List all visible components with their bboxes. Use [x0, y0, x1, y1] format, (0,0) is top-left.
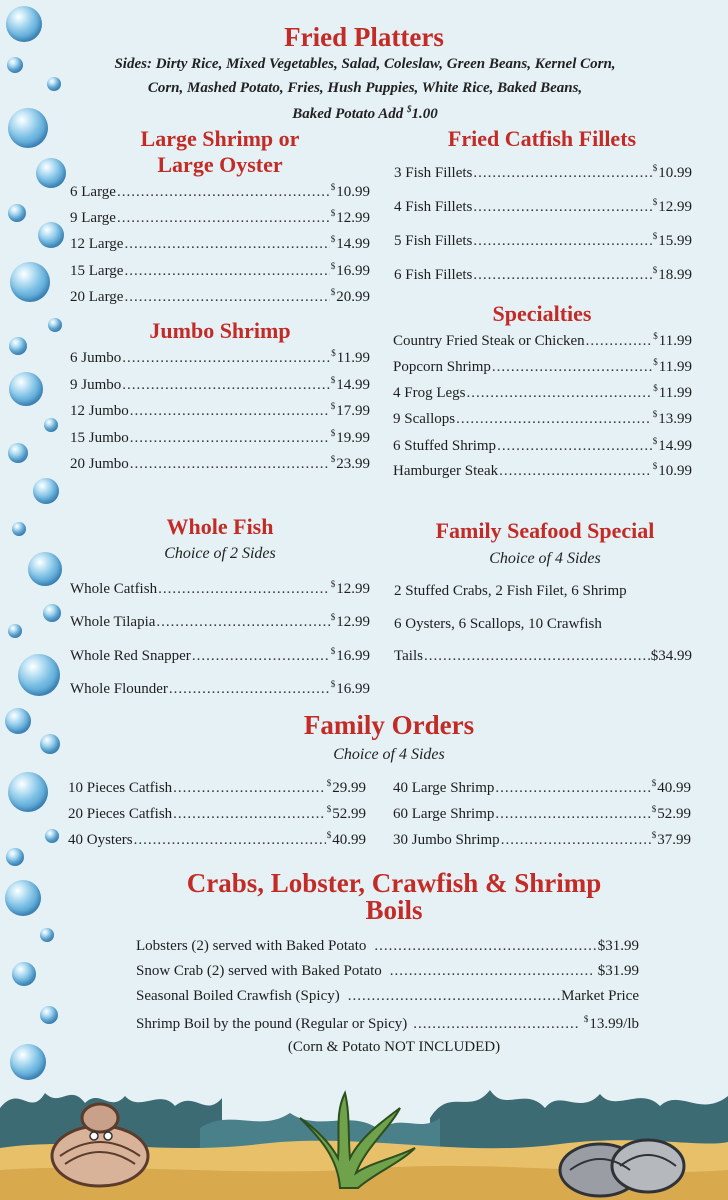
item-price — [331, 261, 370, 280]
currency-symbol: $ — [652, 461, 658, 471]
price-value: 52.99 — [332, 806, 366, 822]
leader-dots — [122, 377, 329, 394]
item-name: 6 Fish Fillets — [394, 267, 473, 283]
item-name: 9 Jumbo — [70, 377, 122, 393]
currency-symbol: $ — [330, 679, 336, 689]
leader-dots — [192, 648, 330, 665]
currency-symbol: $ — [653, 331, 658, 341]
bubble-icon — [8, 204, 26, 222]
leader-dots — [374, 938, 596, 955]
item-name: 60 Large Shrimp — [393, 806, 495, 822]
boils-title-line2: Boils — [365, 895, 423, 925]
currency-symbol: $ — [652, 436, 658, 446]
price-value: 20.99 — [336, 289, 370, 305]
bubble-icon — [40, 1006, 58, 1024]
item-price — [653, 265, 692, 284]
item-name: 3 Fish Fillets — [394, 165, 473, 181]
bubble-icon — [33, 478, 59, 504]
menu-item — [393, 331, 692, 350]
bubble-icon — [8, 443, 28, 463]
currency-symbol: $ — [330, 612, 336, 622]
item-price — [331, 182, 370, 201]
item-price — [331, 375, 370, 394]
item-price: $34.99 — [650, 648, 692, 664]
price-value: 10.99 — [658, 463, 692, 479]
menu-item — [70, 182, 370, 201]
menu-item — [70, 454, 370, 473]
price-value: 37.99 — [657, 832, 691, 848]
leader-dots — [173, 806, 326, 823]
item-price — [653, 357, 692, 376]
baked-potato-dollar: $ — [407, 104, 412, 114]
item-name: 20 Large — [70, 289, 124, 305]
bubble-icon — [18, 654, 60, 696]
item-name: 15 Jumbo — [70, 430, 129, 446]
price-value: 16.99 — [336, 648, 370, 664]
leader-dots — [390, 963, 592, 980]
menu-item — [70, 646, 370, 665]
item-price — [584, 1014, 639, 1033]
leader-dots — [124, 289, 329, 306]
bubble-icon — [36, 158, 66, 188]
leader-dots — [413, 1016, 579, 1033]
leader-dots — [130, 403, 330, 420]
bubble-icon — [38, 222, 64, 248]
whole-fish-subtitle: Choice of 2 Sides — [164, 545, 276, 562]
menu-item — [393, 383, 692, 402]
currency-symbol: $ — [330, 454, 336, 464]
item-price — [331, 679, 370, 698]
leader-dots — [169, 681, 330, 698]
item-price — [653, 197, 692, 216]
price-value: 12.99 — [336, 210, 370, 226]
leader-dots — [158, 581, 330, 598]
family-orders-title: Family Orders — [303, 710, 475, 740]
catfish-fillets-title: Fried Catfish Fillets — [447, 126, 637, 151]
bubble-icon — [7, 57, 23, 73]
leader-dots — [473, 165, 651, 182]
menu-item — [70, 428, 370, 447]
item-name: Hamburger Steak — [393, 463, 499, 479]
menu-item — [70, 348, 370, 367]
item-price — [653, 436, 692, 455]
bubble-icon — [9, 372, 43, 406]
baked-potato-addon — [40, 104, 690, 123]
item-price — [331, 234, 370, 253]
item-name: 5 Fish Fillets — [394, 233, 473, 249]
price-value: 13.99/lb — [589, 1016, 639, 1032]
item-price — [331, 287, 370, 306]
currency-symbol: $ — [583, 1014, 589, 1024]
currency-symbol: $ — [652, 231, 658, 241]
bubble-icon — [12, 962, 36, 986]
price-value: 17.99 — [336, 403, 370, 419]
menu-item — [394, 648, 692, 665]
price-value: 11.99 — [658, 333, 692, 349]
leader-dots — [473, 199, 651, 216]
menu-item — [393, 778, 691, 797]
item-name: Whole Catfish — [70, 581, 158, 597]
menu-item — [68, 830, 366, 849]
item-name: 20 Jumbo — [70, 456, 129, 472]
leader-dots — [492, 359, 652, 376]
item-name: Lobsters (2) served with Baked Potato — [136, 938, 367, 954]
item-price — [331, 348, 370, 367]
bubble-icon — [45, 829, 59, 843]
item-name: 9 Scallops — [393, 411, 456, 427]
fried-platters-sides-line2: Corn, Mashed Potato, Fries, Hush Puppies, White Rice, Baked Beans, — [147, 80, 583, 96]
bubble-icon — [43, 604, 61, 622]
currency-symbol: $ — [330, 375, 336, 385]
leader-dots — [173, 780, 326, 797]
item-price: $31.99 — [597, 938, 639, 954]
leader-dots — [473, 267, 651, 284]
item-name: 30 Jumbo Shrimp — [393, 832, 500, 848]
item-price — [331, 208, 370, 227]
baked-potato-price: 1.00 — [411, 106, 438, 122]
bubble-icon — [9, 337, 27, 355]
currency-symbol: $ — [653, 357, 658, 367]
leader-dots — [130, 456, 330, 473]
menu-item — [136, 938, 639, 955]
price-value: 12.99 — [336, 614, 370, 630]
leader-dots — [156, 614, 329, 631]
item-price — [327, 830, 366, 849]
menu-item — [393, 804, 691, 823]
currency-symbol: $ — [652, 265, 658, 275]
specialties-title: Specialties — [492, 301, 592, 326]
menu-item — [70, 579, 370, 598]
leader-dots — [586, 333, 653, 350]
menu-item — [393, 436, 692, 455]
item-price — [652, 778, 691, 797]
item-price — [331, 646, 370, 665]
fried-platters-title: Fried Platters — [284, 22, 444, 52]
menu-item — [70, 234, 370, 253]
currency-symbol: $ — [652, 163, 658, 173]
menu-item — [70, 375, 370, 394]
currency-symbol: $ — [651, 804, 657, 814]
bubble-icon — [12, 522, 26, 536]
price-value: 13.99 — [658, 411, 692, 427]
item-name: 4 Fish Fillets — [394, 199, 473, 215]
leader-dots — [499, 463, 652, 480]
family-special-line2: 6 Oysters, 6 Scallops, 10 Crawfish — [394, 616, 602, 632]
menu-item — [70, 287, 370, 306]
item-price — [653, 331, 692, 350]
currency-symbol: $ — [652, 197, 658, 207]
large-shrimp-title-line1: Large Shrimp or — [140, 126, 300, 151]
item-price — [652, 830, 691, 849]
whole-fish-title: Whole Fish — [166, 514, 274, 539]
menu-item — [70, 208, 370, 227]
leader-dots — [495, 780, 650, 797]
currency-symbol: $ — [330, 234, 336, 244]
menu-item — [68, 804, 366, 823]
item-name: 9 Large — [70, 210, 116, 226]
item-price — [653, 383, 692, 402]
currency-symbol: $ — [330, 287, 336, 297]
item-name: 12 Large — [70, 236, 124, 252]
item-price — [653, 231, 692, 250]
menu-item — [70, 401, 370, 420]
item-price — [331, 428, 370, 447]
leader-dots — [456, 411, 652, 428]
family-special-line1: 2 Stuffed Crabs, 2 Fish Filet, 6 Shrimp — [394, 583, 627, 599]
item-name: Whole Red Snapper — [70, 648, 191, 664]
currency-symbol: $ — [326, 804, 332, 814]
currency-symbol: $ — [651, 778, 657, 788]
leader-dots — [117, 210, 330, 227]
bubble-icon — [48, 318, 62, 332]
item-price — [331, 612, 370, 631]
price-value: 10.99 — [658, 165, 692, 181]
leader-dots — [501, 832, 651, 849]
leader-dots — [130, 430, 330, 447]
price-value: 14.99 — [336, 377, 370, 393]
price-value: 19.99 — [336, 430, 370, 446]
item-name: 6 Large — [70, 184, 116, 200]
item-name: Whole Tilapia — [70, 614, 156, 630]
leader-dots — [473, 233, 651, 250]
price-value: 12.99 — [658, 199, 692, 215]
boils-title-line1: Crabs, Lobster, Crawfish & Shrimp — [186, 868, 602, 898]
price-value: 14.99 — [336, 236, 370, 252]
currency-symbol: $ — [326, 778, 332, 788]
bubble-icon — [8, 772, 48, 812]
currency-symbol: $ — [331, 348, 336, 358]
menu-item — [393, 409, 692, 428]
price-value: 23.99 — [336, 456, 370, 472]
item-price — [653, 163, 692, 182]
price-value: 11.99 — [658, 359, 692, 375]
item-name: 10 Pieces Catfish — [68, 780, 173, 796]
menu-item — [70, 612, 370, 631]
item-price: Market Price — [561, 988, 639, 1004]
item-price — [331, 401, 370, 420]
price-value: 15.99 — [658, 233, 692, 249]
currency-symbol: $ — [330, 208, 336, 218]
item-name: Snow Crab (2) served with Baked Potato — [136, 963, 382, 979]
currency-symbol: $ — [330, 261, 336, 271]
price-value: 11.99 — [336, 350, 370, 366]
bubble-icon — [6, 848, 24, 866]
item-name: 20 Pieces Catfish — [68, 806, 173, 822]
price-value: 40.99 — [332, 832, 366, 848]
item-name: 6 Jumbo — [70, 350, 122, 366]
leader-dots — [124, 263, 329, 280]
price-value: 11.99 — [658, 385, 692, 401]
currency-symbol: $ — [652, 409, 658, 419]
price-value: 12.99 — [336, 581, 370, 597]
leader-dots — [122, 350, 330, 367]
price-value: 10.99 — [336, 184, 370, 200]
menu-item — [136, 963, 639, 980]
price-value: 18.99 — [658, 267, 692, 283]
item-name: Whole Flounder — [70, 681, 168, 697]
price-value: 14.99 — [658, 438, 692, 454]
menu-item — [70, 261, 370, 280]
item-name: Country Fried Steak or Chicken — [393, 333, 585, 349]
bubble-icon — [28, 552, 62, 586]
menu-item — [136, 1014, 639, 1033]
price-value: 40.99 — [657, 780, 691, 796]
bubble-icon — [44, 418, 58, 432]
baked-potato-label: Baked Potato Add — [292, 106, 408, 122]
item-name: 4 Frog Legs — [393, 385, 466, 401]
leader-dots — [348, 988, 560, 1005]
currency-symbol: $ — [651, 830, 657, 840]
item-name: 6 Stuffed Shrimp — [393, 438, 497, 454]
currency-symbol: $ — [653, 383, 658, 393]
leader-dots — [117, 184, 330, 201]
item-price — [653, 461, 692, 480]
menu-item — [394, 163, 692, 182]
item-price — [327, 804, 366, 823]
currency-symbol: $ — [330, 182, 336, 192]
currency-symbol: $ — [330, 401, 336, 411]
item-name: 40 Oysters — [68, 832, 133, 848]
currency-symbol: $ — [330, 428, 336, 438]
menu-item — [394, 265, 692, 284]
menu-item — [393, 461, 692, 480]
leader-dots — [424, 648, 650, 665]
item-name: Seasonal Boiled Crawfish (Spicy) — [136, 988, 340, 1004]
leader-dots — [495, 806, 650, 823]
menu-item — [393, 830, 691, 849]
currency-symbol: $ — [330, 646, 336, 656]
oyster-shell-icon — [560, 1140, 684, 1196]
leader-dots — [467, 385, 653, 402]
item-name: 40 Large Shrimp — [393, 780, 495, 796]
price-value: 16.99 — [336, 681, 370, 697]
item-price: $31.99 — [597, 963, 639, 979]
jumbo-shrimp-title: Jumbo Shrimp — [149, 318, 291, 343]
menu-item — [393, 357, 692, 376]
item-name: Shrimp Boil by the pound (Regular or Spicy) — [136, 1016, 408, 1032]
currency-symbol: $ — [326, 830, 332, 840]
menu-item — [394, 197, 692, 216]
leader-dots — [124, 236, 329, 253]
currency-symbol: $ — [330, 579, 336, 589]
item-price — [652, 804, 691, 823]
menu-item — [136, 988, 639, 1005]
menu-item — [70, 679, 370, 698]
leader-dots — [134, 832, 326, 849]
item-price — [327, 778, 366, 797]
item-price — [653, 409, 692, 428]
item-price — [331, 454, 370, 473]
item-name: Tails — [394, 648, 423, 664]
family-orders-subtitle: Choice of 4 Sides — [333, 746, 445, 763]
item-name: 12 Jumbo — [70, 403, 129, 419]
price-value: 52.99 — [657, 806, 691, 822]
item-name: Popcorn Shrimp — [393, 359, 491, 375]
menu-item — [394, 231, 692, 250]
seabed-illustration — [0, 1078, 728, 1200]
family-special-title: Family Seafood Special — [435, 518, 655, 543]
item-name: 15 Large — [70, 263, 124, 279]
boils-note: (Corn & Potato NOT INCLUDED) — [287, 1039, 501, 1055]
price-value: 29.99 — [332, 780, 366, 796]
bubble-icon — [10, 262, 50, 302]
large-shrimp-title-line2: Large Oyster — [157, 152, 283, 177]
menu-item — [68, 778, 366, 797]
price-value: 16.99 — [336, 263, 370, 279]
bubble-icon — [40, 928, 54, 942]
fried-platters-sides-line1: Sides: Dirty Rice, Mixed Vegetables, Salad, Coleslaw, Green Beans, Kernel Corn, — [114, 56, 616, 72]
item-price — [331, 579, 370, 598]
leader-dots — [497, 438, 652, 455]
bubble-icon — [8, 624, 22, 638]
family-special-subtitle: Choice of 4 Sides — [489, 550, 601, 567]
